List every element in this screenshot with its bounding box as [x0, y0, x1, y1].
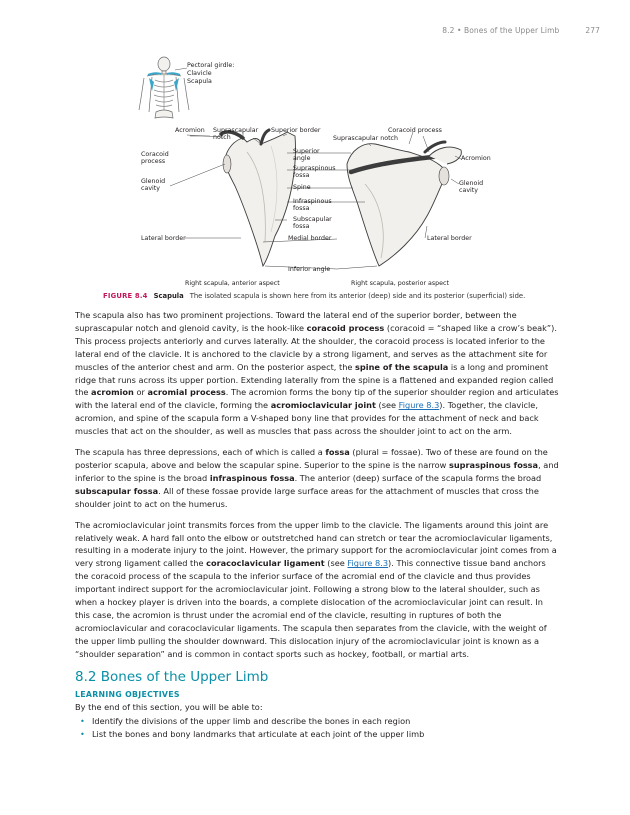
label-medial-border: Medial border: [288, 235, 332, 242]
scapula-anterior: [221, 130, 295, 266]
paragraph-text: The scapula has three depressions, each of which is called a: [75, 447, 326, 458]
figure-link[interactable]: Figure 8.3: [398, 400, 440, 411]
key-term: subscapular fossa: [75, 485, 159, 496]
scapula-posterior: [347, 142, 461, 266]
key-term: acromial process: [147, 387, 226, 398]
label-superior-angle: Superior angle: [293, 148, 320, 163]
running-head: [442, 26, 600, 35]
paragraph-text: . The acromion forms the bony tip of the superior shoulder region and articulates with the lateral end of the clavicle, forming the: [75, 387, 559, 411]
label-lateral-border-anterior: Lateral border: [141, 235, 186, 242]
objective-text: List the bones and bony landmarks that articulate at each joint of the upper limb: [92, 729, 425, 740]
figure-caption-text: The isolated scapula is shown here from its anterior (deep) side and its posterior (superficial) side.: [189, 292, 526, 300]
paragraph-text: The scapula also has two prominent projections. Toward the lateral end of the superior border, between the suprascapular notch and glenoid cavity, is the hook-like: [75, 310, 517, 333]
paragraph-text: ). Together, the clavicle, acromion, and spine of the scapula form a V-shaped bony line that provides for the attachment of neck and back muscles that act on the shoulder, as well as muscles that pass across the shoulder joint to act on the arm.: [75, 400, 539, 437]
paragraph-text: is a long and prominent ridge that runs across its upper portion. Extending laterally from the spine is a flattened and expanded region called the: [75, 361, 554, 398]
key-term: fossa: [325, 447, 350, 458]
paragraph-text: The acromioclavicular joint transmits forces from the upper limb to the clavicle. The ligaments around this joint are relatively weak. A hard fall onto the elbow or outstretched hand can stretch or tear the acromioclavicular ligaments, resulting in a moderate injury to the joint. However, the primary support for the acromioclavicular joint comes from a very strong ligament called the: [75, 519, 557, 569]
bullet-icon: •: [80, 715, 85, 726]
label-view-anterior: Right scapula, anterior aspect: [185, 280, 280, 287]
key-term: coracoclavicular ligament: [206, 558, 325, 569]
paragraph-depressions: [75, 446, 560, 511]
paragraph-text: (see: [375, 400, 399, 411]
key-term: spine of the scapula: [355, 361, 449, 372]
page-number: 277: [585, 26, 600, 35]
label-superior-border: Superior border: [271, 127, 321, 134]
label-infraspinous-fossa: Infraspinous fossa: [293, 198, 332, 213]
label-coracoid-process-posterior: Coracoid process: [388, 127, 442, 134]
label-lateral-border-posterior: Lateral border: [427, 235, 472, 242]
figure-number: FIGURE 8.4: [103, 292, 148, 300]
label-glenoid-cavity-anterior: Glenoid cavity: [141, 178, 166, 193]
label-acromion-anterior: Acromion: [175, 127, 205, 134]
label-glenoid-cavity-posterior: Glenoid cavity: [459, 180, 484, 195]
learning-objectives-intro: By the end of this section, you will be able to:: [75, 701, 263, 712]
figure-scapula: [75, 52, 555, 304]
paragraph-text: , and inferior to the spine is the broad: [75, 459, 559, 483]
learning-objectives-list: [75, 715, 560, 742]
label-clavicle: Clavicle: [187, 70, 212, 77]
paragraph-projections: [75, 309, 560, 438]
label-scapula: Scapula: [187, 78, 212, 85]
key-term: acromioclavicular joint: [270, 400, 376, 411]
key-term: acromion: [91, 387, 134, 398]
label-suprascapular-notch-anterior: Suprascapular notch: [213, 127, 259, 142]
paragraph-text: (see: [324, 558, 348, 569]
label-supraspinous-fossa: Supraspinous fossa: [293, 165, 336, 180]
objective-item: [75, 728, 560, 742]
paragraph-acromioclavicular: [75, 519, 560, 661]
label-spine: Spine: [293, 184, 311, 191]
objective-item: [75, 715, 560, 729]
main-content: [75, 309, 560, 742]
label-acromion-posterior: Acromion: [461, 155, 491, 162]
label-coracoid-process-anterior: Coracoid process: [141, 151, 169, 166]
label-pectoral-girdle: Pectoral girdle:: [187, 62, 235, 69]
paragraph-text: (coracoid = “shaped like a crow’s beak”). This process projects anteriorly and curves laterally. At the shoulder, the coracoid process is located inferior to the lateral end of the clavicle. It is anchored to the clavicle by a strong ligament, and serves as the attachment site for muscles of the anterior chest and arm. On the posterior aspect, the: [75, 322, 557, 372]
paragraph-text: . The anterior (deep) surface of the scapula forms the broad: [294, 472, 542, 483]
label-view-posterior: Right scapula, posterior aspect: [351, 280, 449, 287]
paragraph-text: ). This connective tissue band anchors the coracoid process of the scapula to the inferior surface of the acromial end of the clavicle and thus provides important indirect support for the acromioclavicular joint. Following a strong blow to the lateral shoulder, such as when a hockey player is driven into the boards, a complete dislocation of the acromioclavicular joint can result. In this case, the acromion is thrust under the acromial end of the clavicle, resulting in ruptures of both the acromioclavicular and coracoclavicular ligaments. The scapula then separates from the clavicle, with the weight of the upper limb pulling the shoulder downward. This dislocation injury of the acromioclavicular joint is known as a “shoulder separation” and is common in contact sports such as hockey, football, or martial arts.: [75, 558, 547, 659]
label-suprascapular-notch-posterior: Suprascapular notch: [333, 135, 398, 142]
figure-title: Scapula: [153, 292, 184, 300]
paragraph-text: (plural = fossae). Two of these are found on the posterior scapula, above and below the scapular spine. Superior to the spine is the narrow: [75, 447, 548, 470]
paragraph-text: . All of these fossae provide large surface areas for the attachment of muscles that cross the shoulder joint to act on the humerus.: [75, 485, 539, 509]
figure-caption: [103, 292, 525, 300]
label-inferior-angle: Inferior angle: [288, 266, 331, 273]
running-head-section: 8.2 • Bones of the Upper Limb: [442, 26, 560, 35]
figure-link[interactable]: Figure 8.3: [347, 558, 389, 569]
key-term: coracoid process: [306, 322, 385, 333]
label-subscapular-fossa: Subscapular fossa: [293, 216, 332, 231]
learning-objectives-heading: LEARNING OBJECTIVES: [75, 689, 180, 699]
objective-text: Identify the divisions of the upper limb and describe the bones in each region: [92, 715, 411, 726]
key-term: infraspinous fossa: [209, 472, 295, 483]
bullet-icon: •: [80, 729, 85, 740]
section-heading: 8.2 Bones of the Upper Limb: [75, 668, 269, 685]
skeleton-inset: [139, 57, 189, 118]
key-term: supraspinous fossa: [448, 459, 539, 470]
paragraph-text: or: [133, 387, 148, 398]
